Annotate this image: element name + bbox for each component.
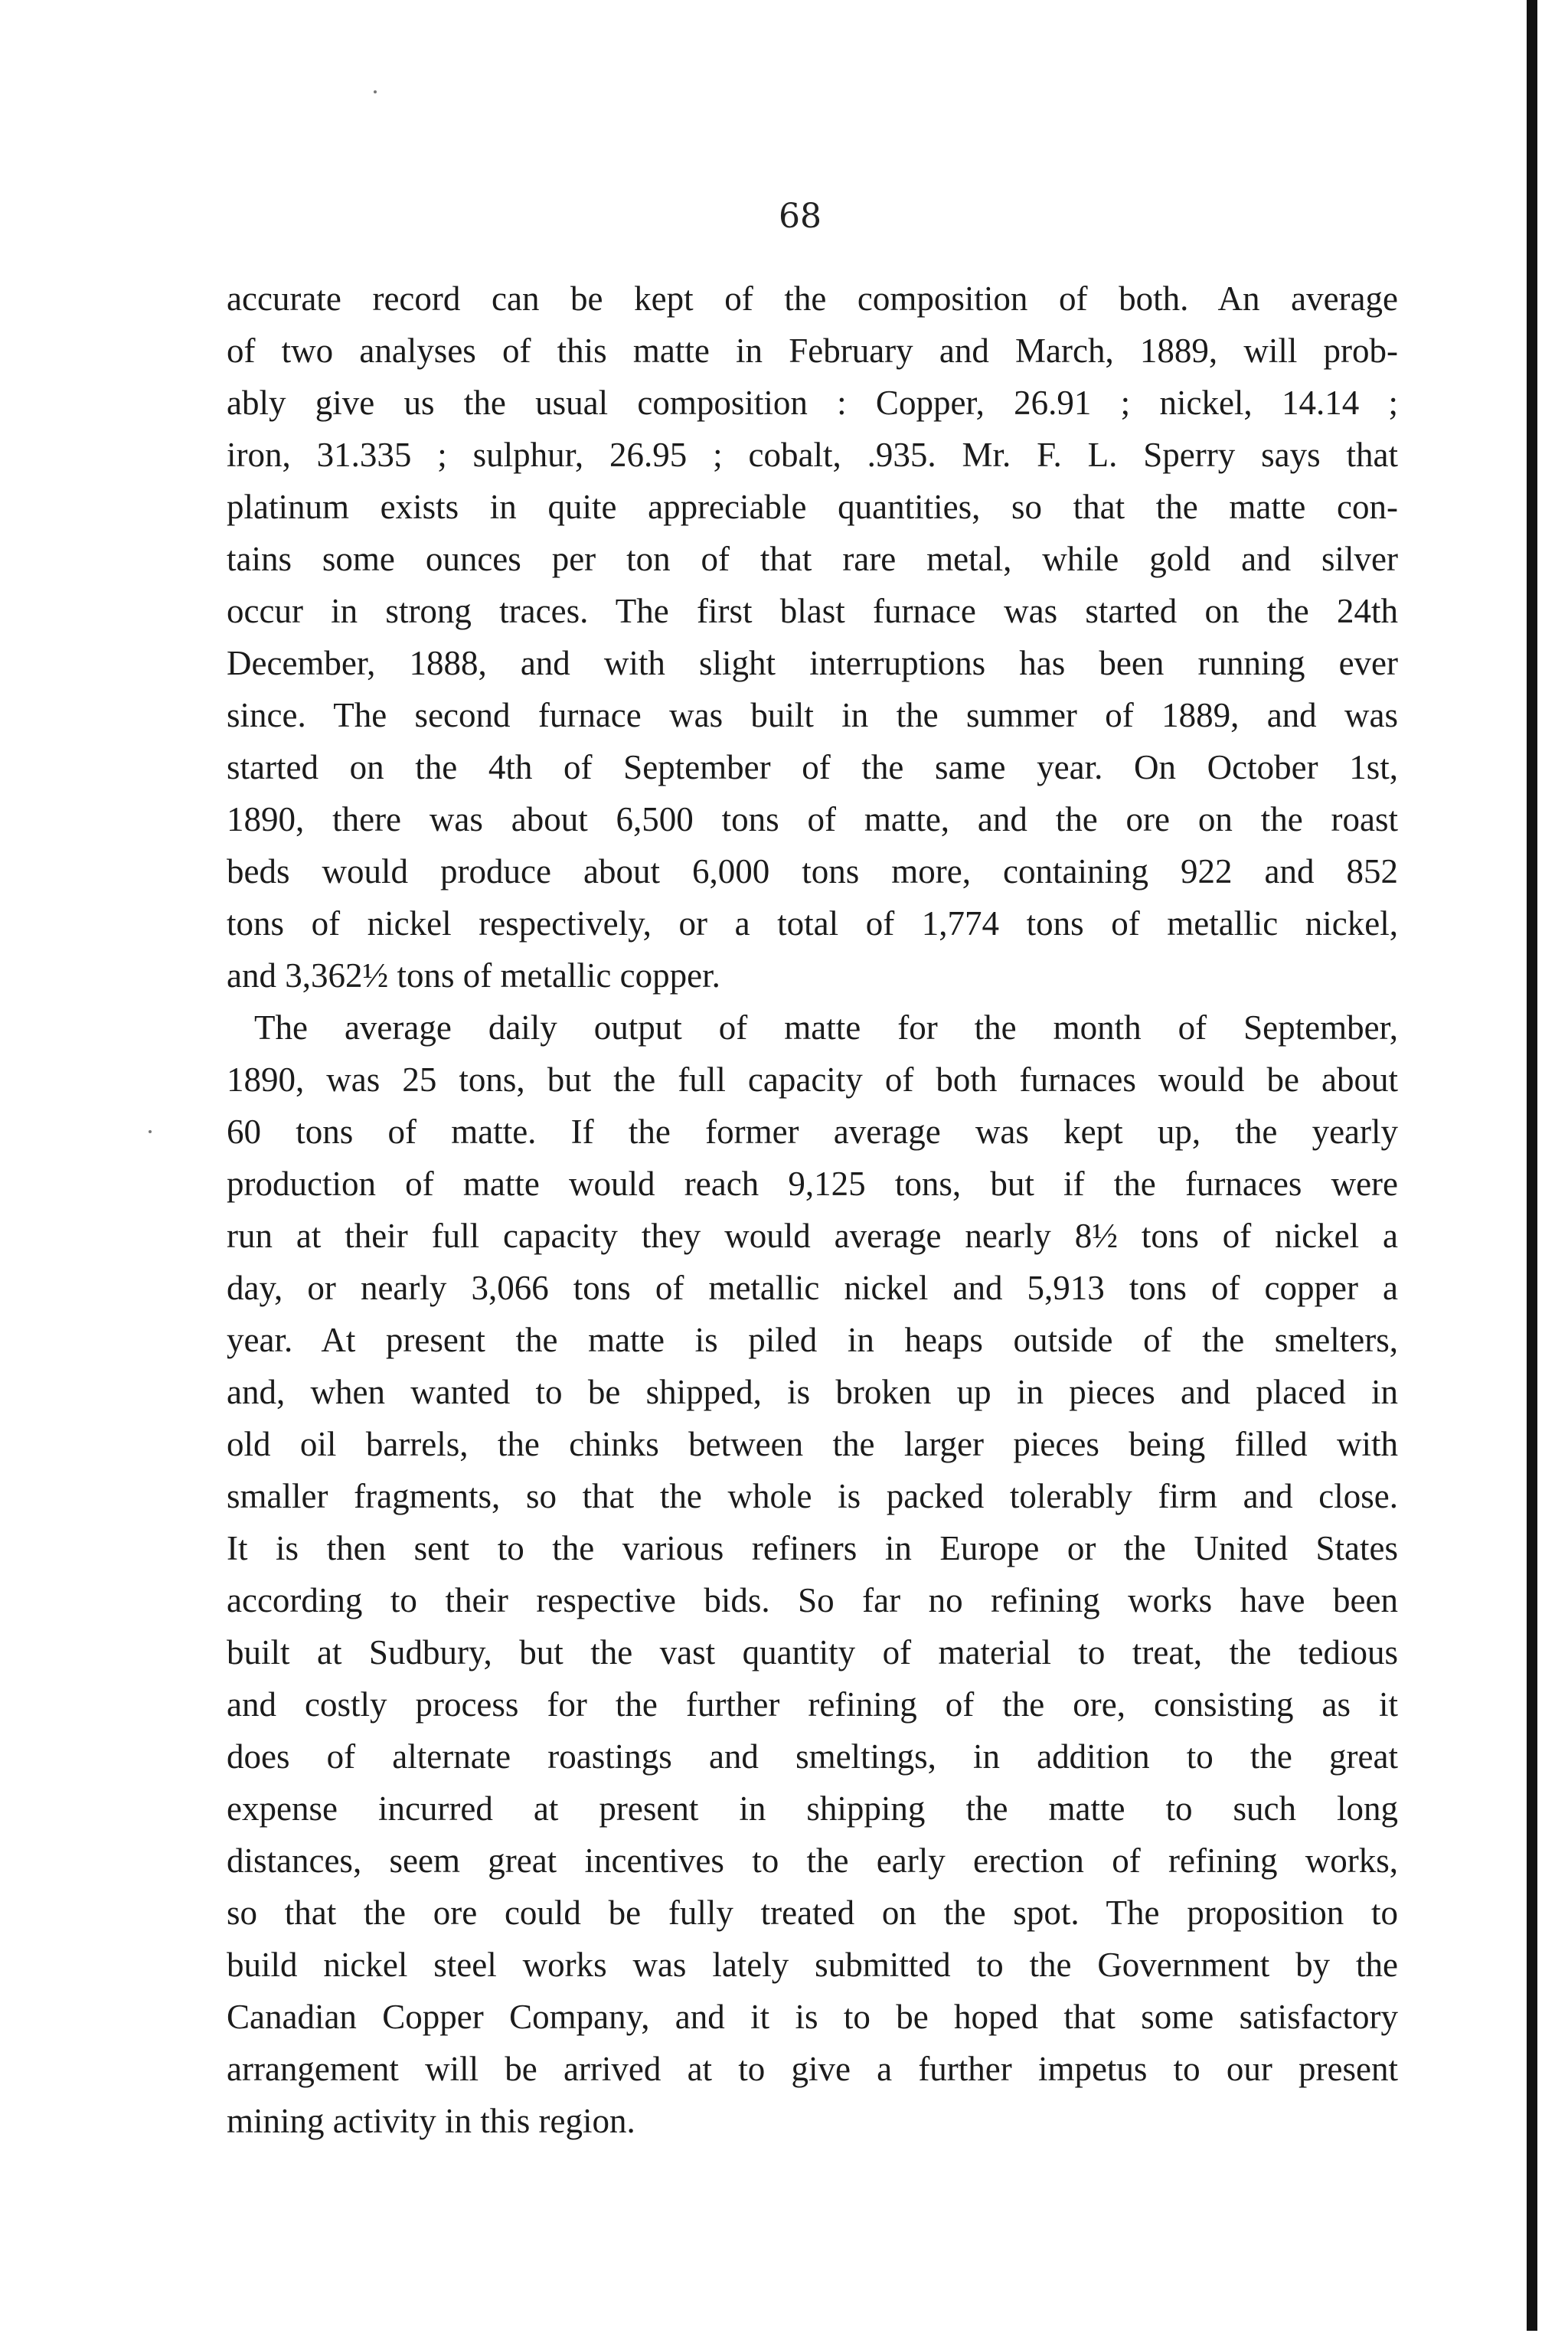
text-line: distances, seem great incentives to the early erection of refining works,: [227, 1841, 1398, 1880]
text-line: and 3,362½ tons of metallic copper.: [227, 956, 720, 995]
text-line: since. The second furnace was built in the summer of 1889, and was: [227, 696, 1398, 734]
text-line: and costly process for the further refining of the ore, consisting as it: [227, 1685, 1398, 1724]
text-line: 60 tons of matte. If the former average was kept up, the yearly: [227, 1113, 1398, 1151]
text-line: It is then sent to the various refiners in Europe or the United States: [227, 1529, 1398, 1567]
text-line: expense incurred at present in shipping the matte to such long: [227, 1789, 1398, 1828]
text-line: ably give us the usual composition : Copper, 26.91 ; nickel, 14.14 ;: [227, 384, 1398, 422]
text-line: of two analyses of this matte in February and March, 1889, will prob-: [227, 332, 1398, 370]
text-line: and, when wanted to be shipped, is broken up in pieces and placed in: [227, 1373, 1398, 1411]
text-line: production of matte would reach 9,125 tons, but if the furnaces were: [227, 1165, 1398, 1203]
text-line: Canadian Copper Company, and it is to be hoped that some satisfactory: [227, 1998, 1398, 2036]
text-line: tons of nickel respectively, or a total of 1,774 tons of metallic nickel,: [227, 904, 1398, 943]
text-line: smaller fragments, so that the whole is packed tolerably firm and close.: [227, 1477, 1398, 1515]
text-line: occur in strong traces. The first blast furnace was started on the 24th: [227, 592, 1398, 630]
text-line: old oil barrels, the chinks between the larger pieces being filled with: [227, 1425, 1398, 1463]
page-number: 68: [779, 197, 822, 236]
text-line: built at Sudbury, but the vast quantity of material to treat, the tedious: [227, 1633, 1398, 1671]
scan-edge-shadow: [1527, 0, 1537, 2331]
stray-mark: [149, 1130, 152, 1133]
body-text: [227, 273, 1398, 2147]
text-line: mining activity in this region.: [227, 2102, 635, 2140]
text-line: does of alternate roastings and smeltings, in addition to the great: [227, 1737, 1398, 1776]
text-line: arrangement will be arrived at to give a further impetus to our present: [227, 2050, 1398, 2088]
text-line: 1890, there was about 6,500 tons of matte, and the ore on the roast: [227, 800, 1398, 838]
text-line: 1890, was 25 tons, but the full capacity of both furnaces would be about: [227, 1060, 1398, 1099]
text-line: run at their full capacity they would average nearly 8½ tons of nickel a: [227, 1217, 1398, 1255]
text-line: according to their respective bids. So far no refining works have been: [227, 1581, 1398, 1619]
text-line: day, or nearly 3,066 tons of metallic nickel and 5,913 tons of copper a: [227, 1269, 1398, 1307]
text-line: year. At present the matte is piled in heaps outside of the smelters,: [227, 1321, 1398, 1359]
text-line: The average daily output of matte for the month of September,: [254, 1008, 1398, 1047]
text-line: build nickel steel works was lately submitted to the Government by the: [227, 1946, 1398, 1984]
text-line: so that the ore could be fully treated on the spot. The proposition to: [227, 1894, 1398, 1932]
text-line: accurate record can be kept of the composition of both. An average: [227, 279, 1398, 318]
text-line: tains some ounces per ton of that rare metal, while gold and silver: [227, 540, 1398, 578]
text-line: started on the 4th of September of the same year. On October 1st,: [227, 748, 1398, 786]
stray-mark: [374, 90, 377, 93]
text-line: beds would produce about 6,000 tons more, containing 922 and 852: [227, 852, 1398, 890]
text-line: iron, 31.335 ; sulphur, 26.95 ; cobalt, .935. Mr. F. L. Sperry says that: [227, 436, 1398, 474]
text-line: platinum exists in quite appreciable quantities, so that the matte con-: [227, 488, 1398, 526]
text-line: December, 1888, and with slight interruptions has been running ever: [227, 644, 1398, 682]
